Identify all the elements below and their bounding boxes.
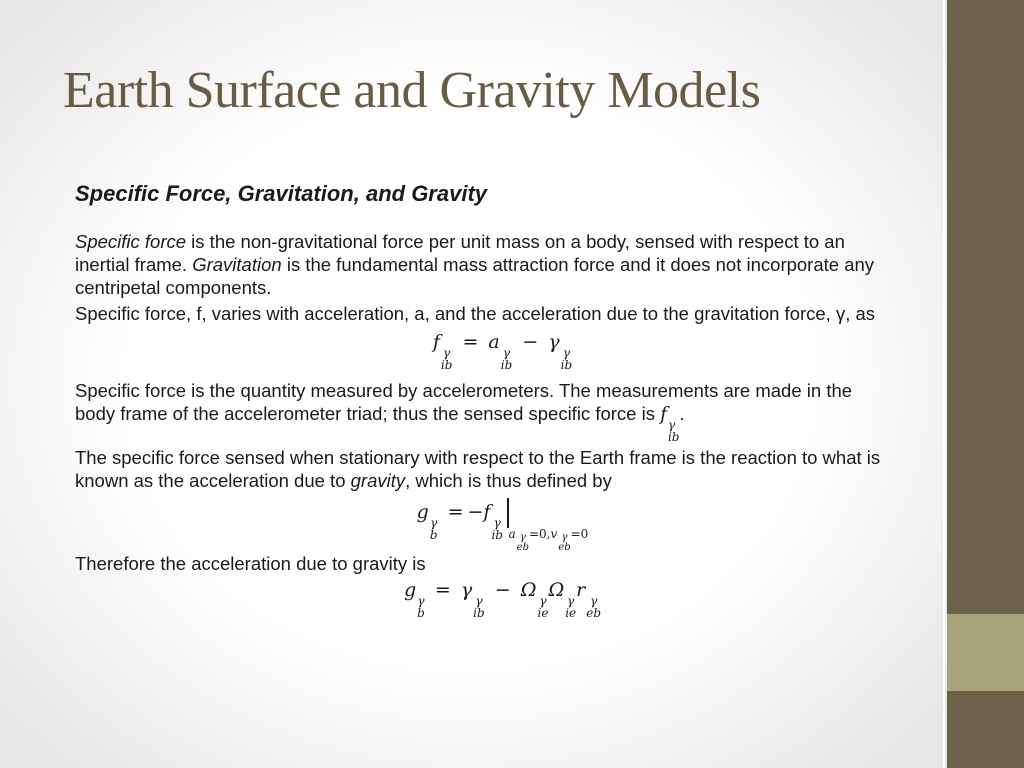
side-band-accent bbox=[947, 614, 1024, 691]
equation-condition: a γ eb =0,v γ eb =0 bbox=[508, 527, 589, 553]
equation-specific-force: f γ ib = a γ ib − γ γ ib bbox=[432, 331, 573, 372]
paragraph-accelerometer-measurement: Specific force is the quantity measured by accelerometers. The measurements are made in the body frame of the accelerometer triad; thus the sensed specific force is f γ ib . bbox=[75, 380, 853, 444]
term-gravitation: Gravitation bbox=[192, 254, 282, 275]
slide-title: Earth Surface and Gravity Models bbox=[63, 62, 761, 119]
slide-body bbox=[75, 180, 890, 619]
paragraph-gravity-definition: The specific force sensed when stationary with respect to the Earth frame is the reaction to what is known as the acceleration due to gravity, which is thus defined by bbox=[75, 447, 881, 491]
paragraph-specific-force-relation: Specific force, f, varies with acceleration, a, and the acceleration due to the gravitation force, γ, as bbox=[75, 303, 876, 324]
evaluation-bar bbox=[507, 498, 509, 528]
text: is the non-gravitational force per unit mass on a body, sensed with respect to an inertial frame. bbox=[75, 231, 845, 275]
side-divider-line bbox=[943, 0, 945, 768]
paragraph-specific-force-definition bbox=[75, 230, 890, 299]
equation-gravity-acceleration: g γ b = γ γ ib − Ω γ ie Ω γ ie r γ eb bbox=[403, 579, 602, 620]
paragraph-gravity-acceleration: Therefore the acceleration due to gravity is bbox=[75, 553, 426, 574]
text: is the fundamental mass attraction force and it does not incorporate any centripetal components. bbox=[75, 254, 875, 298]
term-gravity: gravity bbox=[350, 470, 406, 491]
term-specific-force: Specific force bbox=[75, 231, 187, 252]
section-subheading: Specific Force, Gravitation, and Gravity bbox=[75, 181, 488, 206]
inline-math-specific-force: f γ ib bbox=[660, 404, 680, 444]
equation-gravity-definition: g γ b = −f γ ib $_{a \gamma eb =0,v \gamma eb =0}$ bbox=[115, 498, 890, 544]
